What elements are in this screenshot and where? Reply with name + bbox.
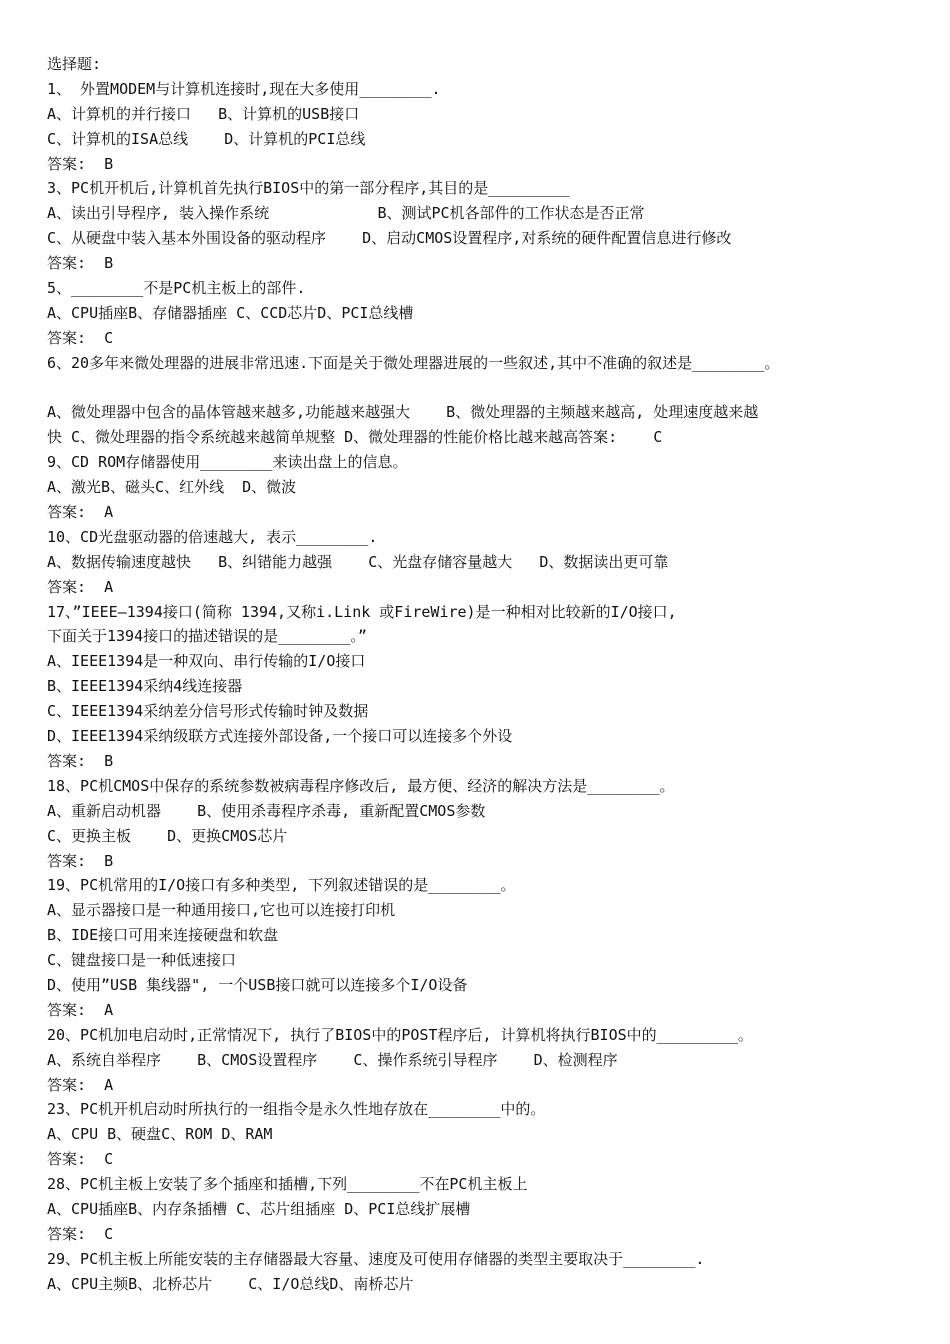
option-c: C、IEEE1394采纳差分信号形式传输时钟及数据 — [47, 702, 369, 721]
answer-line: 答案: A — [47, 1075, 114, 1094]
blank-line — [47, 376, 927, 401]
question-3: 3、PC机开机后,计算机首先执行BIOS中的第一部分程序,其目的是_________ — [47, 179, 570, 198]
section-title: 选择题: — [47, 55, 102, 73]
answer-line: 答案: B — [47, 851, 114, 870]
question-9: 9、CD ROM存储器使用________来读出盘上的信息。 — [47, 453, 408, 472]
answer-line: 答案: C — [47, 1224, 114, 1243]
answer-line: 答案: B — [47, 154, 114, 173]
options-line: A、微处理器中包含的晶体管越来越多,功能越来越强大 B、微处理器的主频越来越高, 处理速度越来越 — [47, 403, 759, 422]
option-b: B、IEEE1394采纳4线连接器 — [47, 677, 243, 696]
options-line: 快 C、微处理器的指令系统越来越简单规整 D、微处理器的性能价格比越来越高答案: C — [47, 428, 663, 447]
answer-line: 答案: A — [47, 1000, 114, 1019]
option-d: D、使用”USB 集线器", 一个USB接口就可以连接多个I/O设备 — [47, 975, 468, 994]
options-line: A、CPU插座B、内存条插槽 C、芯片组插座 D、PCI总线扩展槽 — [47, 1199, 471, 1218]
options-line: A、重新启动机器 B、使用杀毒程序杀毒, 重新配置CMOS参数 — [47, 801, 486, 820]
question-29: 29、PC机主板上所能安装的主存储器最大容量、速度及可使用存储器的类型主要取决于________. — [47, 1249, 705, 1268]
option-b: B、IDE接口可用来连接硬盘和软盘 — [47, 926, 279, 945]
options-line: C、计算机的ISA总线 D、计算机的PCI总线 — [47, 129, 366, 148]
options-line: A、CPU B、硬盘C、ROM D、RAM — [47, 1125, 273, 1144]
answer-line: 答案: A — [47, 577, 114, 596]
question-10: 10、CD光盘驱动器的倍速越大, 表示________. — [47, 527, 378, 546]
options-line: C、从硬盘中装入基本外围设备的驱动程序 D、启动CMOS设置程序,对系统的硬件配置信息进行修改 — [47, 229, 732, 248]
question-17-cont: 下面关于1394接口的描述错误的是________。” — [47, 627, 367, 646]
question-28: 28、PC机主板上安装了多个插座和插槽,下列________不在PC机主板上 — [47, 1175, 528, 1194]
option-c: C、键盘接口是一种低速接口 — [47, 951, 237, 970]
option-a: A、IEEE1394是一种双向、串行传输的I/O接口 — [47, 652, 366, 671]
options-line: A、计算机的并行接口 B、计算机的USB接口 — [47, 104, 360, 123]
options-line: A、CPU主频B、北桥芯片 C、I/O总线D、南桥芯片 — [47, 1274, 414, 1293]
options-line: A、读出引导程序, 装入操作系统 B、测试PC机各部件的工作状态是否正常 — [47, 204, 645, 223]
options-line: A、系统自举程序 B、CMOS设置程序 C、操作系统引导程序 D、检测程序 — [47, 1050, 618, 1069]
answer-line: 答案: C — [47, 328, 114, 347]
options-line: C、更换主板 D、更换CMOS芯片 — [47, 826, 288, 845]
question-19: 19、PC机常用的I/O接口有多种类型, 下列叙述错误的是________。 — [47, 876, 516, 895]
options-line: A、激光B、磁头C、红外线 D、微波 — [47, 478, 297, 497]
question-5: 5、________不是PC机主板上的部件. — [47, 279, 306, 298]
options-line: A、数据传输速度越快 B、纠错能力越强 C、光盘存储容量越大 D、数据读出更可靠 — [47, 552, 669, 571]
option-a: A、显示器接口是一种通用接口,它也可以连接打印机 — [47, 901, 396, 920]
options-line: A、CPU插座B、存储器插座 C、CCD芯片D、PCI总线槽 — [47, 303, 414, 322]
question-18: 18、PC机CMOS中保存的系统参数被病毒程序修改后, 最方便、经济的解决方法是________。 — [47, 776, 675, 795]
question-20: 20、PC机加电启动时,正常情况下, 执行了BIOS中的POST程序后, 计算机将执行BIOS中的_________。 — [47, 1025, 753, 1044]
question-17: 17、”IEEE—1394接口(简称 1394,又称i.Link 或FireWire)是一种相对比较新的I/O接口, — [47, 602, 677, 621]
answer-line: 答案: C — [47, 1150, 114, 1169]
question-23: 23、PC机开机启动时所执行的一组指令是永久性地存放在________中的。 — [47, 1100, 546, 1119]
answer-line: 答案: B — [47, 751, 114, 770]
question-6: 6、20多年来微处理器的进展非常迅速.下面是关于微处理器进展的一些叙述,其中不准确的叙述是________。 — [47, 353, 780, 372]
answer-line: 答案: B — [47, 254, 114, 273]
document-body — [47, 52, 927, 1297]
answer-line: 答案: A — [47, 503, 114, 522]
question-1: 1、 外置MODEM与计算机连接时,现在大多使用________. — [47, 79, 441, 98]
option-d: D、IEEE1394采纳级联方式连接外部设备,一个接口可以连接多个外设 — [47, 727, 513, 746]
